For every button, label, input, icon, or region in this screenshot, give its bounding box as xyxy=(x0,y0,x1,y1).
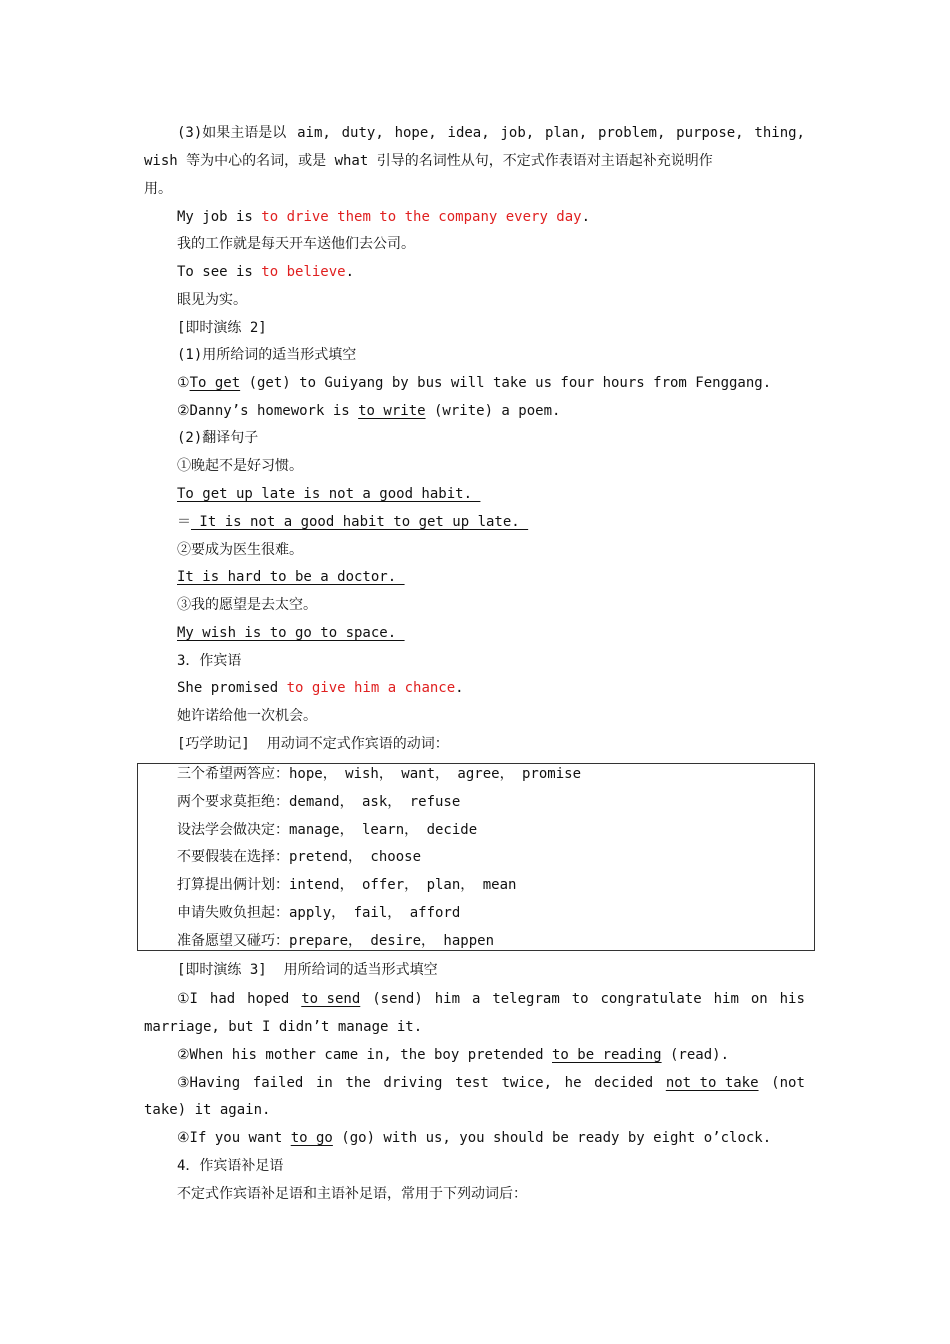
drill-3-question-1-line-2: marriage, but I didn’t manage it. xyxy=(144,1019,423,1035)
translation-1-alt xyxy=(177,512,528,532)
object-example xyxy=(177,678,464,698)
word: telegram xyxy=(492,991,560,1007)
drill-3-header: [即时演练 3] xyxy=(177,962,267,978)
object-example-translation: 她许诺给他一次机会。 xyxy=(177,708,317,724)
mnemonic-line: 准备愿望又碰巧：prepare， desire， happen xyxy=(177,933,495,949)
translation-1-answer: To get up late is not a good habit. xyxy=(177,486,481,502)
question-text: ②When his mother came in, the boy pretended xyxy=(177,1047,552,1063)
answer-blank: to write xyxy=(358,403,426,419)
word: (3)如果主语是以 xyxy=(177,125,287,141)
translation-2-prompt: ②要成为医生很难。 xyxy=(177,542,303,558)
drill-3-title: 用所给词的适当形式填空 xyxy=(266,962,438,978)
drill-3-question-3-line-1 xyxy=(177,1073,805,1093)
answer-blank: not to take xyxy=(665,1075,759,1091)
word: aim, xyxy=(297,125,331,141)
equals-sign: ＝ xyxy=(177,514,191,530)
drill-2-header: [即时演练 2] xyxy=(177,320,267,336)
answer-blank: to send xyxy=(301,991,361,1007)
word: decided xyxy=(594,1075,654,1091)
example-1-highlight: to drive them to the company every day xyxy=(261,209,582,225)
word: he xyxy=(564,1075,582,1091)
word: had xyxy=(209,991,236,1007)
word: hope, xyxy=(394,125,437,141)
question-text: (get) to Guiyang by bus will take us four hours from Fenggang. xyxy=(240,375,772,391)
word: driving xyxy=(383,1075,443,1091)
word: problem, xyxy=(597,125,666,141)
drill-2-part-1-title: (1)用所给词的适当形式填空 xyxy=(177,347,357,363)
word: to xyxy=(571,991,589,1007)
word: failed xyxy=(252,1075,304,1091)
word: a xyxy=(471,991,481,1007)
mnemonic-line: 三个希望两答应：hope， wish， want， agree， promise xyxy=(177,766,582,782)
translation-2-answer: It is hard to be a doctor. xyxy=(177,569,405,585)
question-text: ②Danny’s homework is xyxy=(177,403,359,419)
example-1-translation: 我的工作就是每天开车送他们去公司。 xyxy=(177,236,415,252)
drill-3-heading xyxy=(177,960,438,980)
example-2-lead: To see is xyxy=(177,264,262,280)
object-example-end: . xyxy=(455,680,464,696)
drill-3-question-4 xyxy=(177,1128,771,1148)
intro-line-2: wish 等为中心的名词，或是 what 引导的名词性从句，不定式作表语对主语起补充说明作 xyxy=(144,153,713,169)
question-number: ① xyxy=(177,375,190,391)
word: hoped xyxy=(247,991,290,1007)
drill-3-question-3-line-2: take) it again. xyxy=(144,1102,271,1118)
word: on xyxy=(750,991,768,1007)
word: purpose, xyxy=(676,125,744,141)
mnemonic-line: 打算提出俩计划：intend， offer， plan， mean xyxy=(177,877,517,893)
example-1-end: . xyxy=(581,209,591,225)
word: ①I xyxy=(177,991,198,1007)
word: twice, xyxy=(501,1075,553,1091)
example-2-end: . xyxy=(345,264,355,280)
word: the xyxy=(345,1075,371,1091)
memory-tip: [巧学助记] 用动词不定式作宾语的动词： xyxy=(177,736,449,752)
answer-blank: To get xyxy=(189,375,241,391)
word: (send) xyxy=(372,991,423,1007)
answer-blank: to go xyxy=(290,1130,333,1146)
translation-1-prompt: ①晚起不是好习惯。 xyxy=(177,458,303,474)
drill-3-question-2 xyxy=(177,1045,729,1065)
drill-2-part-2-title: (2)翻译句子 xyxy=(177,430,259,446)
word: test xyxy=(455,1075,489,1091)
mnemonic-line: 不要假装在选择：pretend， choose xyxy=(177,849,422,865)
mnemonic-line: 设法学会做决定：manage， learn， decide xyxy=(177,822,478,838)
word: duty, xyxy=(341,125,384,141)
mnemonic-line: 两个要求莫拒绝：demand， ask， refuse xyxy=(177,794,461,810)
example-2 xyxy=(177,262,354,282)
word: ③Having xyxy=(177,1075,241,1091)
translation-3-prompt: ③我的愿望是去太空。 xyxy=(177,597,317,613)
word: his xyxy=(779,991,805,1007)
example-1-lead: My job is xyxy=(177,209,262,225)
object-heading: 3．作宾语 xyxy=(177,653,242,669)
word: idea, xyxy=(447,125,490,141)
mnemonic-line: 申请失败负担起：apply， fail， afford xyxy=(177,905,461,921)
drill-3-question-1-line-1 xyxy=(177,989,805,1009)
complement-text: 不定式作宾语补足语和主语补足语，常用于下列动词后： xyxy=(177,1186,527,1202)
translation-3-answer: My wish is to go to space. xyxy=(177,625,405,641)
word: thing, xyxy=(754,125,805,141)
word: him xyxy=(434,991,461,1007)
question-text-end: (read). xyxy=(661,1047,730,1063)
example-2-translation: 眼见为实。 xyxy=(177,292,247,308)
intro-line-3: 用。 xyxy=(144,181,172,197)
object-example-lead: She promised xyxy=(177,680,287,696)
complement-heading: 4．作宾语补足语 xyxy=(177,1158,284,1174)
example-1 xyxy=(177,207,590,227)
word: (not xyxy=(771,1075,805,1091)
object-example-highlight: to give him a chance xyxy=(286,680,456,696)
question-text: ④If you want xyxy=(177,1130,291,1146)
question-text-end: (go) with us, you should be ready by eight o’clock. xyxy=(332,1130,772,1146)
example-2-highlight: to believe xyxy=(261,264,346,280)
drill-2-question-2 xyxy=(177,401,560,421)
word: in xyxy=(315,1075,333,1091)
word: plan, xyxy=(544,125,588,141)
word: job, xyxy=(500,125,535,141)
answer-blank: to be reading xyxy=(552,1047,662,1063)
word: congratulate xyxy=(600,991,702,1007)
word: him xyxy=(713,991,739,1007)
intro-line-1 xyxy=(177,123,805,143)
question-text-end: (write) a poem. xyxy=(425,403,561,419)
drill-2-question-1 xyxy=(177,373,771,393)
translation-1-alt-answer: It is not a good habit to get up late. xyxy=(191,514,529,530)
